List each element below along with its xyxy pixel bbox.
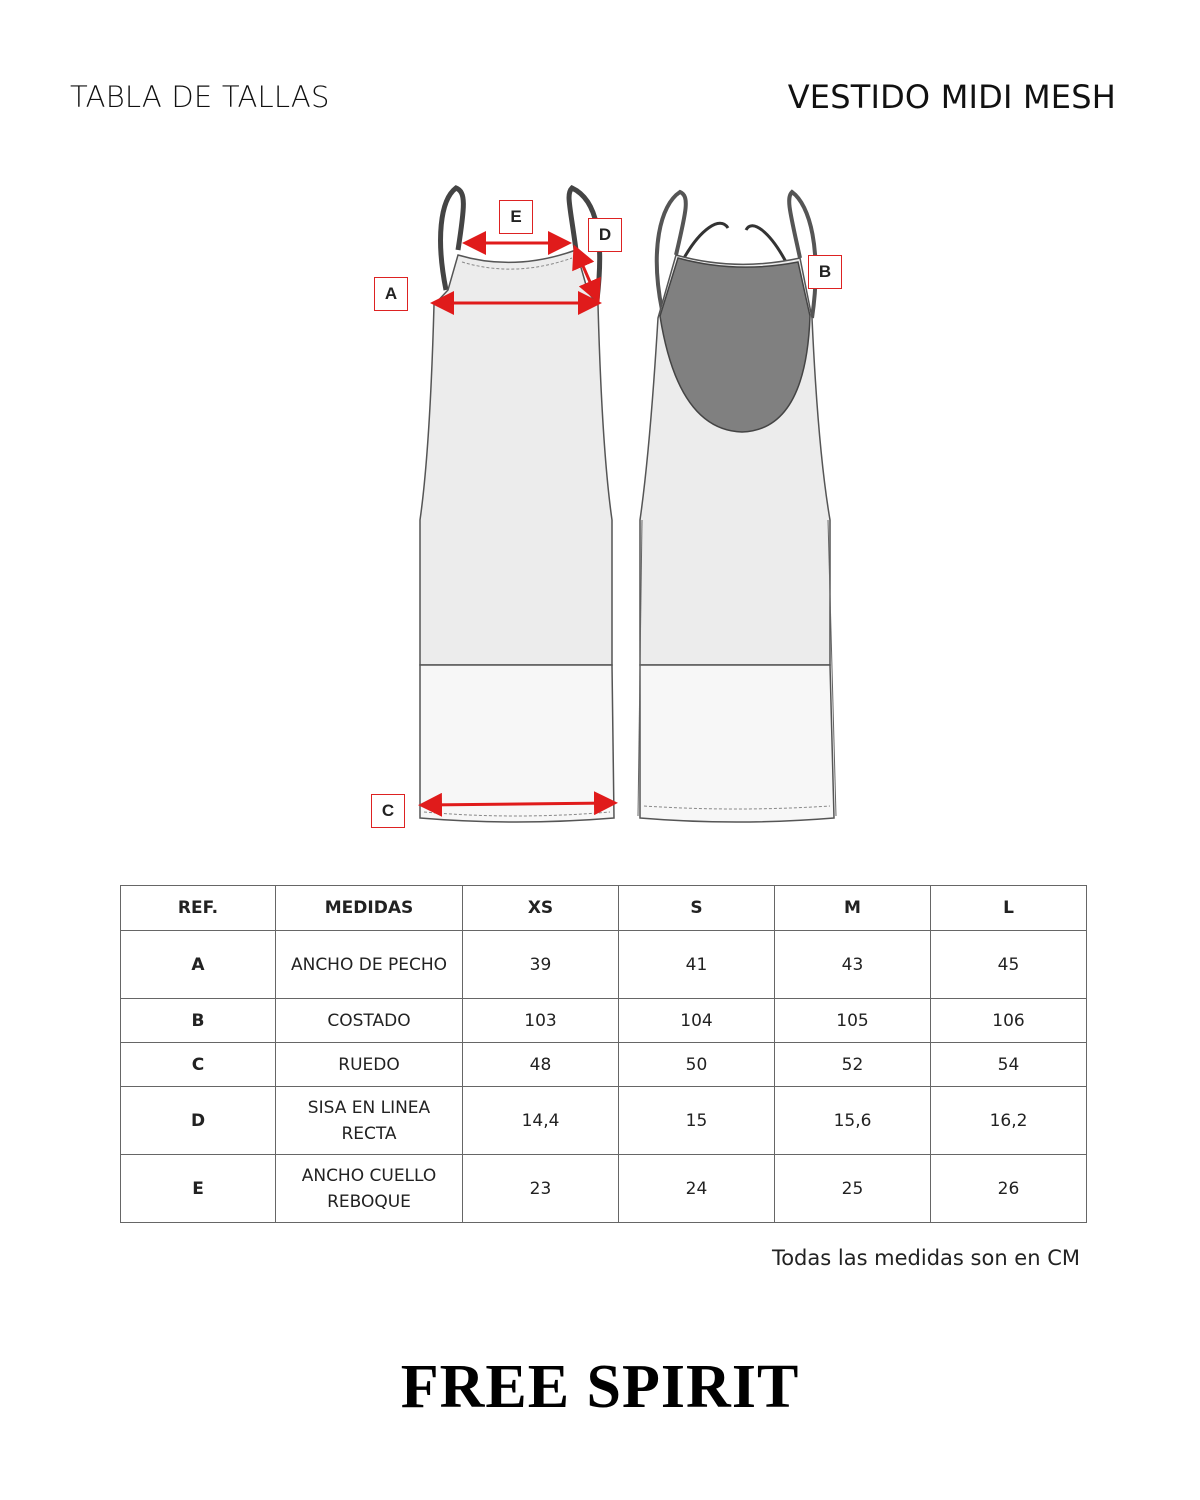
label-e: E (499, 200, 533, 234)
header-medidas: MEDIDAS (276, 886, 463, 931)
cell-ref: E (121, 1155, 276, 1223)
table-row (121, 1155, 1087, 1223)
header-m: M (775, 886, 931, 931)
table-header-row (121, 886, 1087, 931)
label-c: C (371, 794, 405, 828)
cell-s: 104 (619, 999, 775, 1043)
cell-m: 43 (775, 931, 931, 999)
cell-s: 50 (619, 1043, 775, 1087)
size-chart-table (120, 885, 1087, 1223)
cell-ref: A (121, 931, 276, 999)
cell-m: 25 (775, 1155, 931, 1223)
page-title: TABLA DE TALLAS (70, 80, 330, 114)
label-d: D (588, 218, 622, 252)
cell-l: 106 (931, 999, 1087, 1043)
header-s: S (619, 886, 775, 931)
cell-l: 45 (931, 931, 1087, 999)
cell-l: 54 (931, 1043, 1087, 1087)
cell-ref: B (121, 999, 276, 1043)
back-view (638, 192, 836, 822)
cell-m: 105 (775, 999, 931, 1043)
cell-l: 26 (931, 1155, 1087, 1223)
back-mesh-hem (640, 665, 834, 822)
table-row (121, 1043, 1087, 1087)
cell-m: 15,6 (775, 1087, 931, 1155)
header-xs: XS (463, 886, 619, 931)
cell-xs: 103 (463, 999, 619, 1043)
header-l: L (931, 886, 1087, 931)
cell-medida: ANCHO DE PECHO (276, 931, 463, 999)
cell-medida: RUEDO (276, 1043, 463, 1087)
cell-ref: D (121, 1087, 276, 1155)
table-row (121, 1087, 1087, 1155)
units-note: Todas las medidas son en CM (771, 1246, 1080, 1270)
back-inner-strap-right (746, 226, 786, 262)
product-name: VESTIDO MIDI MESH (787, 78, 1116, 116)
cell-medida: SISA EN LINEA RECTA (276, 1087, 463, 1155)
header-ref: REF. (121, 886, 276, 931)
table-row (121, 999, 1087, 1043)
cell-medida: COSTADO (276, 999, 463, 1043)
front-mesh-hem (420, 665, 614, 822)
cell-xs: 23 (463, 1155, 619, 1223)
cell-s: 41 (619, 931, 775, 999)
cell-medida: ANCHO CUELLO REBOQUE (276, 1155, 463, 1223)
cell-l: 16,2 (931, 1087, 1087, 1155)
cell-m: 52 (775, 1043, 931, 1087)
cell-s: 15 (619, 1087, 775, 1155)
back-inner-strap-left (684, 223, 728, 258)
cell-s: 24 (619, 1155, 775, 1223)
brand-logo: FREE SPIRIT (400, 1353, 800, 1421)
cell-xs: 14,4 (463, 1087, 619, 1155)
front-view (420, 188, 614, 822)
cell-ref: C (121, 1043, 276, 1087)
cell-xs: 39 (463, 931, 619, 999)
label-a: A (374, 277, 408, 311)
cell-xs: 48 (463, 1043, 619, 1087)
measure-c-arrow (424, 803, 612, 805)
label-b: B (808, 255, 842, 289)
table-row (121, 931, 1087, 999)
front-body (420, 250, 612, 665)
